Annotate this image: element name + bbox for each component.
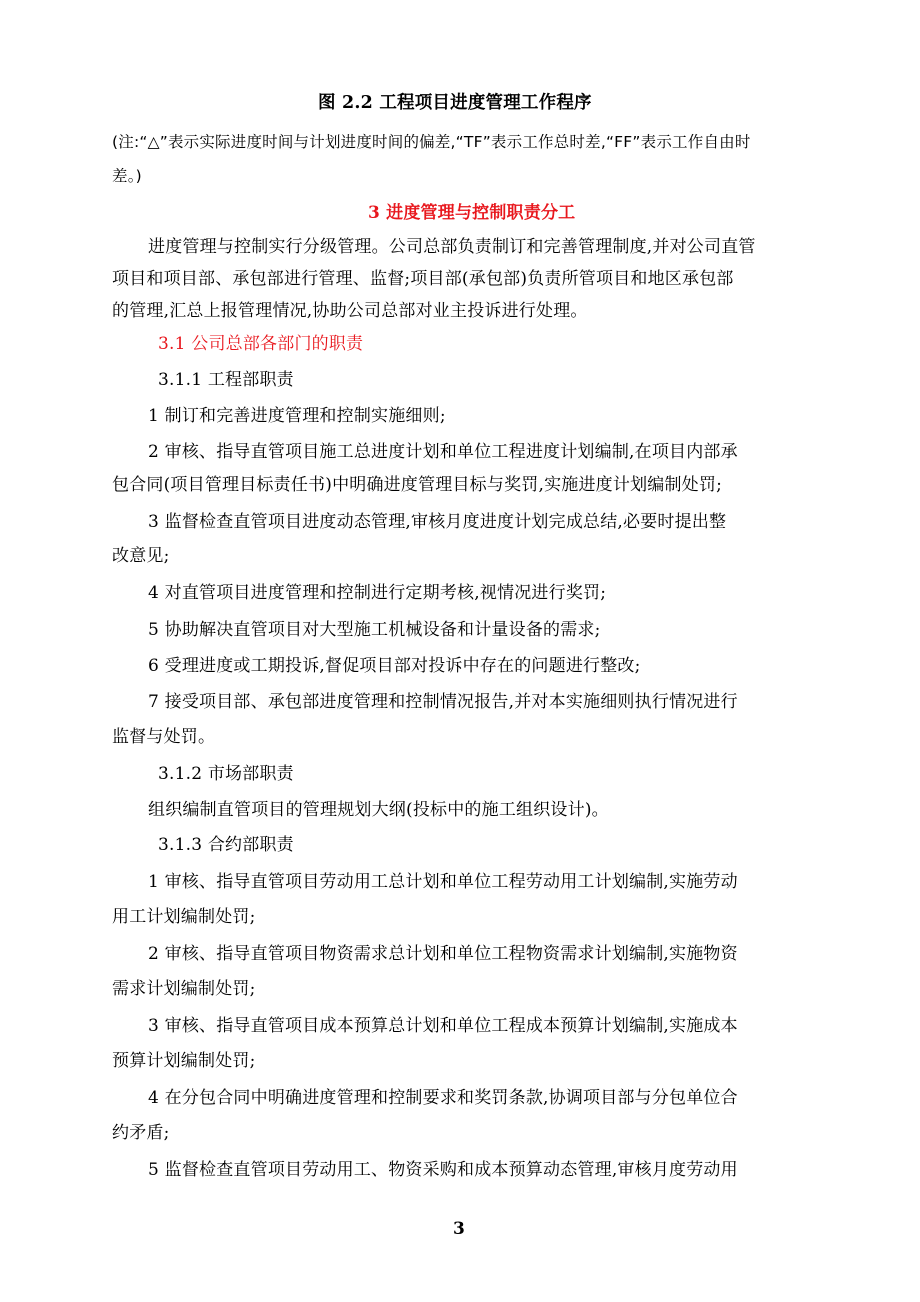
section-3-1-heading: 3.1 公司总部各部门的职责: [158, 334, 364, 354]
page-number: 3: [453, 1219, 466, 1239]
engineering-item-line: 包合同(项目管理目标责任书)中明确进度管理目标与奖罚,实施进度计划编制处罚;: [112, 475, 722, 495]
intro-line-2: 项目和项目部、承包部进行管理、监督;项目部(承包部)负责所管项目和地区承包部: [112, 269, 734, 289]
section-3-heading: 3 进度管理与控制职责分工: [368, 203, 576, 223]
intro-line-1: 进度管理与控制实行分级管理。公司总部负责制订和完善管理制度,并对公司直管: [148, 237, 756, 257]
engineering-item-line: 2 审核、指导直管项目施工总进度计划和单位工程进度计划编制,在项目内部承: [148, 442, 738, 462]
note-line-1: (注:“△”表示实际进度时间与计划进度时间的偏差,“TF”表示工作总时差,“FF”表示工作自由时: [112, 133, 751, 151]
market-text: 组织编制直管项目的管理规划大纲(投标中的施工组织设计)。: [148, 800, 609, 820]
section-3-1-3-heading: 3.1.3 合约部职责: [158, 835, 294, 855]
intro-line-3: 的管理,汇总上报管理情况,协助公司总部对业主投诉进行处理。: [112, 301, 588, 321]
engineering-item-line: 7 接受项目部、承包部进度管理和控制情况报告,并对本实施细则执行情况进行: [148, 692, 738, 712]
section-3-1-2-heading: 3.1.2 市场部职责: [158, 764, 294, 784]
section-3-1-1-heading: 3.1.1 工程部职责: [158, 370, 294, 390]
engineering-item-line: 3 监督检查直管项目进度动态管理,审核月度进度计划完成总结,必要时提出整: [148, 512, 727, 532]
contract-item-line: 5 监督检查直管项目劳动用工、物资采购和成本预算动态管理,审核月度劳动用: [148, 1160, 738, 1180]
engineering-item-line: 1 制订和完善进度管理和控制实施细则;: [148, 406, 446, 426]
contract-item-line: 4 在分包合同中明确进度管理和控制要求和奖罚条款,协调项目部与分包单位合: [148, 1088, 738, 1108]
contract-item-line: 2 审核、指导直管项目物资需求总计划和单位工程物资需求计划编制,实施物资: [148, 944, 738, 964]
contract-item-line: 3 审核、指导直管项目成本预算总计划和单位工程成本预算计划编制,实施成本: [148, 1016, 738, 1036]
note-line-2: 差。): [112, 167, 142, 185]
contract-item-line: 约矛盾;: [112, 1123, 170, 1143]
engineering-item-line: 监督与处罚。: [112, 727, 216, 747]
contract-item-line: 需求计划编制处罚;: [112, 979, 256, 999]
engineering-item-line: 4 对直管项目进度管理和控制进行定期考核,视情况进行奖罚;: [148, 583, 607, 603]
engineering-item-line: 5 协助解决直管项目对大型施工机械设备和计量设备的需求;: [148, 620, 601, 640]
contract-item-line: 1 审核、指导直管项目劳动用工总计划和单位工程劳动用工计划编制,实施劳动: [148, 872, 738, 892]
contract-item-line: 预算计划编制处罚;: [112, 1051, 256, 1071]
engineering-item-line: 6 受理进度或工期投诉,督促项目部对投诉中存在的问题进行整改;: [148, 656, 641, 676]
contract-item-line: 用工计划编制处罚;: [112, 907, 256, 927]
engineering-item-line: 改意见;: [112, 546, 170, 566]
figure-caption: 图 2.2 工程项目进度管理工作程序: [318, 93, 592, 113]
